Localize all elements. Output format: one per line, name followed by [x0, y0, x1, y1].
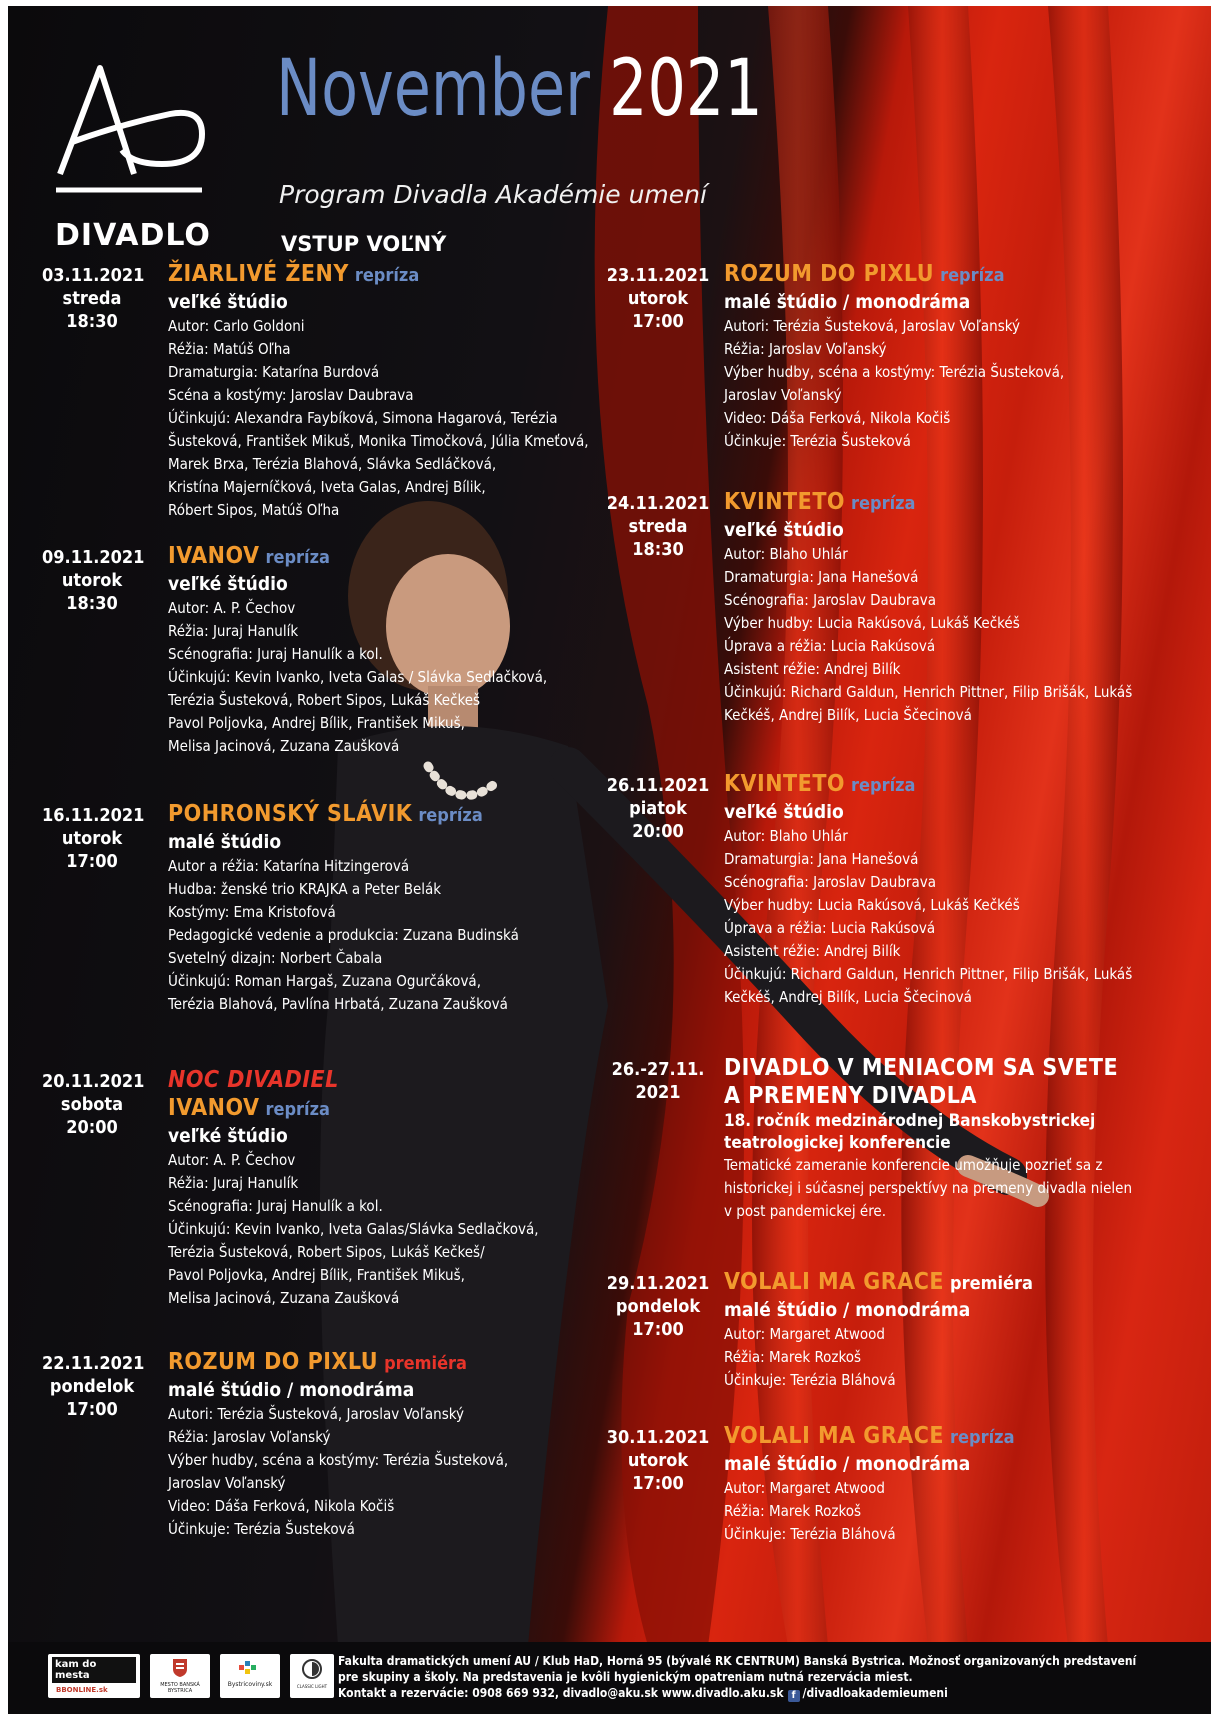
event: [724, 770, 1204, 1009]
event-credit: Jaroslav Voľanský: [168, 1474, 286, 1492]
conference-description: historickej i súčasnej perspektívy na premeny divadla nielen: [724, 1179, 1133, 1197]
event-credit: Účinkuje: Terézia Šusteková: [724, 432, 911, 450]
facebook-handle[interactable]: /divadloakademieumeni: [802, 1686, 948, 1700]
event-credit: Šusteková, František Mikuš, Monika Timočková, Júlia Kmeťová,: [168, 432, 589, 450]
event-date-block: [598, 1272, 718, 1341]
event-credit: Autor: A. P. Čechov: [168, 599, 296, 617]
event-time: 17:00: [632, 1473, 684, 1494]
classic-light-icon: [301, 1658, 323, 1680]
event-credit: Asistent réžie: Andrej Bilík: [724, 660, 901, 678]
event-credit: Účinkujú: Richard Galdun, Henrich Pittner, Filip Brišák, Lukáš: [724, 965, 1133, 983]
event-date-block: [42, 804, 145, 873]
event-day: pondelok: [49, 1376, 135, 1397]
event-time: 18:30: [66, 311, 118, 332]
conference-description: v post pandemickej ére.: [724, 1202, 887, 1220]
poster: [8, 6, 1211, 1714]
event-date-block: [598, 492, 718, 561]
event-title: IVANOV: [168, 1095, 260, 1121]
event: [168, 1066, 648, 1310]
event-credit: Účinkujú: Kevin Ivanko, Iveta Galas/Slávka Sedlačková,: [168, 1220, 539, 1238]
event-credit: Účinkujú: Richard Galdun, Henrich Pittner, Filip Brišák, Lukáš: [724, 683, 1133, 701]
event-title: ŽIARLIVÉ ŽENY: [168, 261, 349, 287]
sponsor-name: kam do mesta: [52, 1657, 136, 1683]
event-day: utorok: [61, 570, 123, 591]
event-title-row: [168, 800, 648, 830]
event-credit: Róbert Sipos, Matúš Oľha: [168, 501, 340, 519]
sponsor-name: BBONLINE.sk: [56, 1686, 108, 1694]
footer-contact: Kontakt a rezervácie: 0908 669 932, divadlo@aku.sk www.divadlo.aku.sk: [338, 1686, 784, 1700]
event-date: 24.11.2021: [606, 493, 710, 514]
event-credit: Účinkuje: Terézia Bláhová: [724, 1371, 896, 1389]
event-credit: Réžia: Juraj Hanulík: [168, 622, 299, 640]
event-title-row: [168, 260, 648, 290]
event-credit: Jaroslav Voľanský: [724, 386, 842, 404]
event-time: 20:00: [632, 821, 684, 842]
event-day: utorok: [627, 288, 689, 309]
conference-description: Tematické zameranie konferencie umožňuje pozrieť sa z: [724, 1156, 1103, 1174]
event-credit: Autori: Terézia Šusteková, Jaroslav Voľanský: [168, 1405, 464, 1423]
conference-subtitle-line2: teatrologickej konferencie: [724, 1133, 951, 1153]
event-credit: Autor: Margaret Atwood: [724, 1325, 885, 1343]
sponsor-name: MESTO BANSKÁ BYSTRICA: [160, 1682, 200, 1694]
event-title: POHRONSKÝ SLÁVIK: [168, 801, 413, 827]
event-venue: veľké štúdio: [724, 801, 844, 823]
event-credit: Dramaturgia: Jana Hanešová: [724, 850, 919, 868]
event-day: utorok: [61, 828, 123, 849]
sponsor-name: CLASSIC LIGHT: [296, 1684, 328, 1689]
subtitle: Program Divadla Akadémie umení: [279, 180, 707, 209]
event-credit: Réžia: Juraj Hanulík: [168, 1174, 299, 1192]
event-credit: Kečkéš, Andrej Bilík, Lucia Ščecinová: [724, 988, 972, 1006]
event-credit: Asistent réžie: Andrej Bilík: [724, 942, 901, 960]
event-date-block: [598, 1058, 718, 1104]
sponsor-logo-classic-light[interactable]: [290, 1654, 334, 1698]
event-title: KVINTETO: [724, 489, 846, 515]
event-title-row: [724, 770, 1204, 800]
footer-line: Fakulta dramatických umení AU / Klub HaD, Horná 95 (bývalé RK CENTRUM) Banská Bystrica. Možnosť organizovaných predstavení: [338, 1654, 1137, 1668]
event-time: 17:00: [66, 851, 118, 872]
event-credit: Úprava a réžia: Lucia Rakúsová: [724, 919, 936, 937]
title-year: 2021: [609, 44, 763, 134]
event-credit: Výber hudby: Lucia Rakúsová, Lukáš Kečkéš: [724, 614, 1020, 632]
event-title: ROZUM DO PIXLU: [168, 1349, 379, 1375]
event-tag: repríza: [354, 265, 420, 286]
event-date: 29.11.2021: [606, 1273, 710, 1294]
event-date-block: [42, 264, 145, 333]
event-tag: repríza: [940, 265, 1005, 286]
event-venue: malé štúdio / monodráma: [724, 1453, 971, 1475]
footer-contact-row: [338, 1685, 1188, 1702]
logo-wordmark: DIVADLO: [55, 218, 211, 253]
event-credit: Kečkéš, Andrej Bilík, Lucia Ščecinová: [724, 706, 972, 724]
event: [168, 1348, 648, 1541]
event-credit: Autori: Terézia Šusteková, Jaroslav Voľanský: [724, 317, 1020, 335]
event-title: VOLALI MA GRACE: [724, 1423, 945, 1449]
event-credit: Svetelný dizajn: Norbert Čabala: [168, 949, 383, 967]
event-credit: Réžia: Jaroslav Voľanský: [168, 1428, 331, 1446]
event-day: sobota: [60, 1094, 124, 1115]
event-title: IVANOV: [168, 543, 260, 569]
event-credit: Terézia Šusteková, Robert Sipos, Lukáš Kečkeš/: [168, 1243, 485, 1261]
event-title-row: [724, 488, 1204, 518]
event: [724, 488, 1204, 727]
event-credit: Video: Dáša Ferková, Nikola Kočiš: [724, 409, 951, 427]
event-tag: repríza: [265, 1099, 330, 1120]
event-day: pondelok: [615, 1296, 701, 1317]
event-credit: Autor: Blaho Uhlár: [724, 545, 848, 563]
event-credit: Terézia Šusteková, Robert Sipos, Lukáš Kečkeš: [168, 691, 481, 709]
event-credit: Úprava a réžia: Lucia Rakúsová: [724, 637, 936, 655]
event-credit: Dramaturgia: Jana Hanešová: [724, 568, 919, 586]
event-credit: Scéna a kostýmy: Jaroslav Daubrava: [168, 386, 414, 404]
event-credit: Video: Dáša Ferková, Nikola Kočiš: [168, 1497, 395, 1515]
event-credit: Kristína Majerníčková, Iveta Galas, Andrej Bílik,: [168, 478, 486, 496]
event-day: piatok: [629, 798, 687, 819]
event-date: 23.11.2021: [606, 265, 710, 286]
event-credit: Terézia Blahová, Pavlína Hrbatá, Zuzana Zaušková: [168, 995, 508, 1013]
page-title: [276, 44, 763, 134]
event-credit: Výber hudby, scéna a kostýmy: Terézia Šusteková,: [724, 363, 1065, 381]
event-credit: Autor: Carlo Goldoni: [168, 317, 305, 335]
event-credit: Réžia: Jaroslav Voľanský: [724, 340, 887, 358]
event-date: 09.11.2021: [42, 547, 145, 568]
event-day: streda: [62, 288, 122, 309]
event-conference: [724, 1054, 1204, 1223]
footer-info: [338, 1653, 1188, 1702]
event-date-block: [42, 1352, 145, 1421]
event-credit: Scénografia: Juraj Hanulík a kol.: [168, 1197, 383, 1215]
event-time: 17:00: [66, 1399, 118, 1420]
event-title-row: [168, 542, 648, 572]
event-credit: Účinkuje: Terézia Bláhová: [724, 1525, 896, 1543]
event-tag: repríza: [950, 1427, 1015, 1448]
event-credit: Scénografia: Juraj Hanulík a kol.: [168, 645, 383, 663]
event-date-block: [598, 264, 718, 333]
event-time: 20:00: [66, 1117, 118, 1138]
bystricoviny-icon: [239, 1659, 261, 1677]
event-credit: Kostýmy: Ema Kristofová: [168, 903, 336, 921]
event-credit: Pedagogické vedenie a produkcia: Zuzana Budinská: [168, 926, 519, 944]
event-date-block: [42, 1070, 145, 1139]
sponsor-name: Bystricoviny.sk: [227, 1681, 273, 1688]
event: [724, 1422, 1204, 1546]
event-date: 16.11.2021: [42, 805, 145, 826]
event-title-row: [724, 260, 1204, 290]
event-time: 17:00: [632, 311, 684, 332]
event-credit: Účinkuje: Terézia Šusteková: [168, 1520, 355, 1538]
event-title: VOLALI MA GRACE: [724, 1269, 945, 1295]
event-credit: Hudba: ženské trio KRAJKA a Peter Belák: [168, 880, 442, 898]
event-venue: malé štúdio: [168, 831, 282, 853]
event-credit: Autor: Blaho Uhlár: [724, 827, 848, 845]
event-venue: malé štúdio / monodráma: [168, 1379, 415, 1401]
event-date-block: [598, 774, 718, 843]
event-title: ROZUM DO PIXLU: [724, 261, 935, 287]
free-entry-label: VSTUP VOĽNÝ: [281, 232, 447, 256]
event-date: 22.11.2021: [42, 1353, 145, 1374]
event-credit: Réžia: Marek Rozkoš: [724, 1502, 862, 1520]
event-credit: Účinkujú: Kevin Ivanko, Iveta Galas / Slávka Sedlačková,: [168, 668, 548, 686]
event-venue: malé štúdio / monodráma: [724, 291, 971, 313]
sponsor-logo-bystricoviny[interactable]: [220, 1654, 280, 1698]
event-tag: repríza: [851, 493, 916, 514]
city-crest-icon: [172, 1658, 188, 1678]
title-month: November: [276, 44, 590, 134]
event-date: 26.11.2021: [606, 775, 710, 796]
event: [168, 260, 648, 522]
event-credit: Melisa Jacinová, Zuzana Zaušková: [168, 737, 400, 755]
event-credit: Dramaturgia: Katarína Burdová: [168, 363, 380, 381]
event-title-row: [724, 1268, 1204, 1298]
event-credit: Marek Brxa, Terézia Blahová, Slávka Sedláčková,: [168, 455, 497, 473]
event-credit: Melisa Jacinová, Zuzana Zaušková: [168, 1289, 400, 1307]
event-day: 2021: [635, 1082, 681, 1103]
event-tag: repríza: [851, 775, 916, 796]
event-date: 30.11.2021: [606, 1427, 710, 1448]
event-credit: Réžia: Matúš Oľha: [168, 340, 291, 358]
event-credit: Autor: A. P. Čechov: [168, 1151, 296, 1169]
event-credit: Pavol Poljovka, Andrej Bílik, František Mikuš,: [168, 1266, 465, 1284]
event-pre-title: NOC DIVADIEL: [168, 1067, 339, 1093]
event-venue: malé štúdio / monodráma: [724, 1299, 971, 1321]
event-time: 17:00: [632, 1319, 684, 1340]
event-tag: repríza: [265, 547, 330, 568]
event-tag: premiéra: [950, 1273, 1033, 1294]
conference-title-line1: DIVADLO V MENIACOM SA SVETE: [724, 1055, 1119, 1081]
event-tag: repríza: [418, 805, 483, 826]
event-venue: veľké štúdio: [168, 573, 288, 595]
event: [724, 260, 1204, 453]
event-venue: veľké štúdio: [724, 519, 844, 541]
event-credit: Autor a réžia: Katarína Hitzingerová: [168, 857, 410, 875]
event-date-block: [42, 546, 145, 615]
event-date: 03.11.2021: [42, 265, 145, 286]
event-credit: Autor: Margaret Atwood: [724, 1479, 885, 1497]
event-title: KVINTETO: [724, 771, 846, 797]
event-credit: Scénografia: Jaroslav Daubrava: [724, 873, 936, 891]
event-time: 18:30: [66, 593, 118, 614]
event-title-row: [168, 1094, 648, 1124]
event-tag: premiéra: [384, 1353, 467, 1374]
event-venue: veľké štúdio: [168, 291, 288, 313]
facebook-icon: f: [788, 1690, 800, 1702]
event-date: 26.-27.11.: [611, 1059, 705, 1080]
event-venue: veľké štúdio: [168, 1125, 288, 1147]
event: [724, 1268, 1204, 1392]
event-credit: Réžia: Marek Rozkoš: [724, 1348, 862, 1366]
footer-line: pre skupiny a školy. Na predstavenia je kvôli hygienickým opatreniam nutná rezervácia miest.: [338, 1670, 913, 1684]
conference-title-line2: A PREMENY DIVADLA: [724, 1083, 977, 1109]
event-time: 18:30: [632, 539, 684, 560]
event-date: 20.11.2021: [42, 1071, 145, 1092]
event-credit: Účinkujú: Alexandra Faybíková, Simona Hagarová, Terézia: [168, 409, 558, 427]
event-title-row: [724, 1422, 1204, 1452]
event-credit: Scénografia: Jaroslav Daubrava: [724, 591, 936, 609]
event-title-row: [168, 1348, 648, 1378]
conference-subtitle-line1: 18. ročník medzinárodnej Banskobystrickej: [724, 1111, 1096, 1131]
event: [168, 800, 648, 1016]
event-credit: Účinkujú: Roman Hargaš, Zuzana Ogurčáková,: [168, 972, 481, 990]
event-day: streda: [628, 516, 688, 537]
sponsor-logo-kamdomesta[interactable]: [48, 1654, 140, 1698]
sponsor-logo-banska-bystrica[interactable]: [150, 1654, 210, 1698]
event-credit: Výber hudby: Lucia Rakúsová, Lukáš Kečkéš: [724, 896, 1020, 914]
event: [168, 542, 648, 758]
event-credit: Pavol Poljovka, Andrej Bílik, František Mikuš,: [168, 714, 465, 732]
event-credit: Výber hudby, scéna a kostýmy: Terézia Šusteková,: [168, 1451, 509, 1469]
event-date-block: [598, 1426, 718, 1495]
event-day: utorok: [627, 1450, 689, 1471]
